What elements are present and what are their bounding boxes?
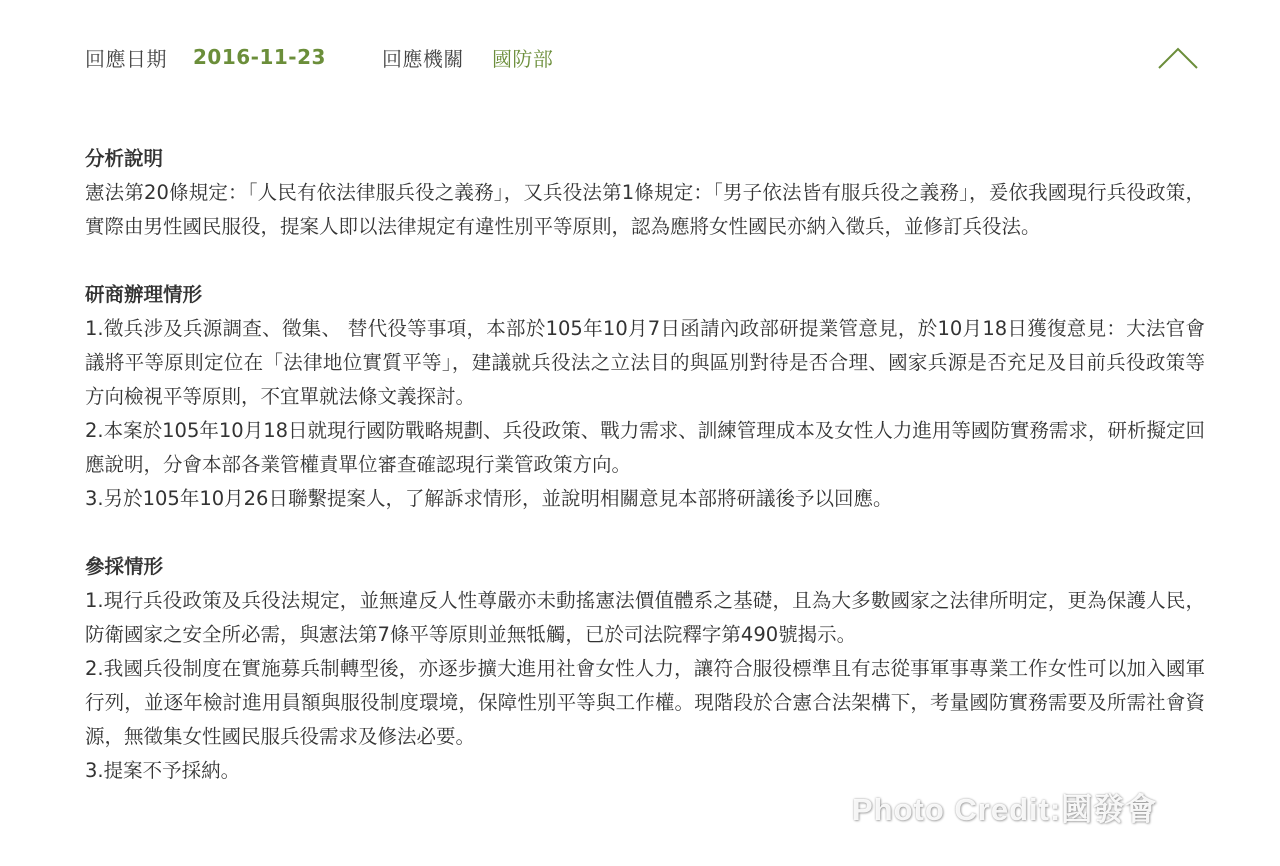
- paragraph: 2.本案於105年10月18日就現行國防戰略規劃、兵役政策、戰力需求、訓練管理成本及女性人力進用等國防實務需求，研析擬定回應說明，分會本部各業管權責單位審查確認現行業管政策方向。: [85, 419, 1205, 476]
- chevron-up-icon: [1156, 44, 1200, 72]
- paragraph: 2.我國兵役制度在實施募兵制轉型後，亦逐步擴大進用社會女性人力，讓符合服役標準且有志從事軍事專業工作女性可以加入國軍行列，並逐年檢討進用員額與服役制度環境，保障性別平等與工作權。現階段於合憲合法架構下，考量國防實務需要及所需社會資源，無徵集女性國民服兵役需求及修法必要。: [85, 657, 1205, 748]
- section-title: 分析說明: [85, 147, 164, 170]
- paragraph: 3.提案不予採納。: [85, 759, 241, 782]
- paragraph: 1.現行兵役政策及兵役法規定，並無違反人性尊嚴亦未動搖憲法價值體系之基礎，且為大多數國家之法律所明定，更為保護人民，防衛國家之安全所必需，與憲法第7條平等原則並無牴觸，已於司法院釋字第490號揭示。: [85, 589, 1205, 646]
- response-content: [85, 142, 1205, 788]
- paragraph: 憲法第20條規定：「人民有依法律服兵役之義務」，又兵役法第1條規定：「男子依法皆有服兵役之義務」，爰依我國現行兵役政策，實際由男性國民服役，提案人即以法律規定有違性別平等原則，認為應將女性國民亦納入徵兵，並修訂兵役法。: [85, 181, 1205, 238]
- section-title: 參採情形: [85, 555, 164, 578]
- section-adoption: [85, 550, 1205, 788]
- response-date-label: 回應日期: [85, 46, 167, 71]
- response-meta: [85, 40, 553, 74]
- response-agency-value: 國防部: [491, 46, 554, 71]
- section-title: 研商辦理情形: [85, 283, 203, 306]
- paragraph: 1.徵兵涉及兵源調查、徵集、 替代役等事項，本部於105年10月7日函請內政部研提業管意見，於10月18日獲復意見：大法官會議將平等原則定位在「法律地位實質平等」，建議就兵役法之立法目的與區別對待是否合理、國家兵源是否充足及目前兵役政策等方向檢視平等原則，不宜單就法條文義探討。: [85, 317, 1205, 408]
- response-agency-label: 回應機關: [381, 46, 464, 71]
- paragraph: 3.另於105年10月26日聯繫提案人，了解訴求情形，並說明相關意見本部將研議後予以回應。: [85, 487, 893, 510]
- section-analysis: [85, 142, 1205, 244]
- photo-credit-watermark: Photo Credit:國發會: [852, 792, 1158, 827]
- collapse-button[interactable]: [1156, 44, 1200, 72]
- section-handling: [85, 278, 1205, 516]
- response-date-value: 2016-11-23: [193, 45, 326, 69]
